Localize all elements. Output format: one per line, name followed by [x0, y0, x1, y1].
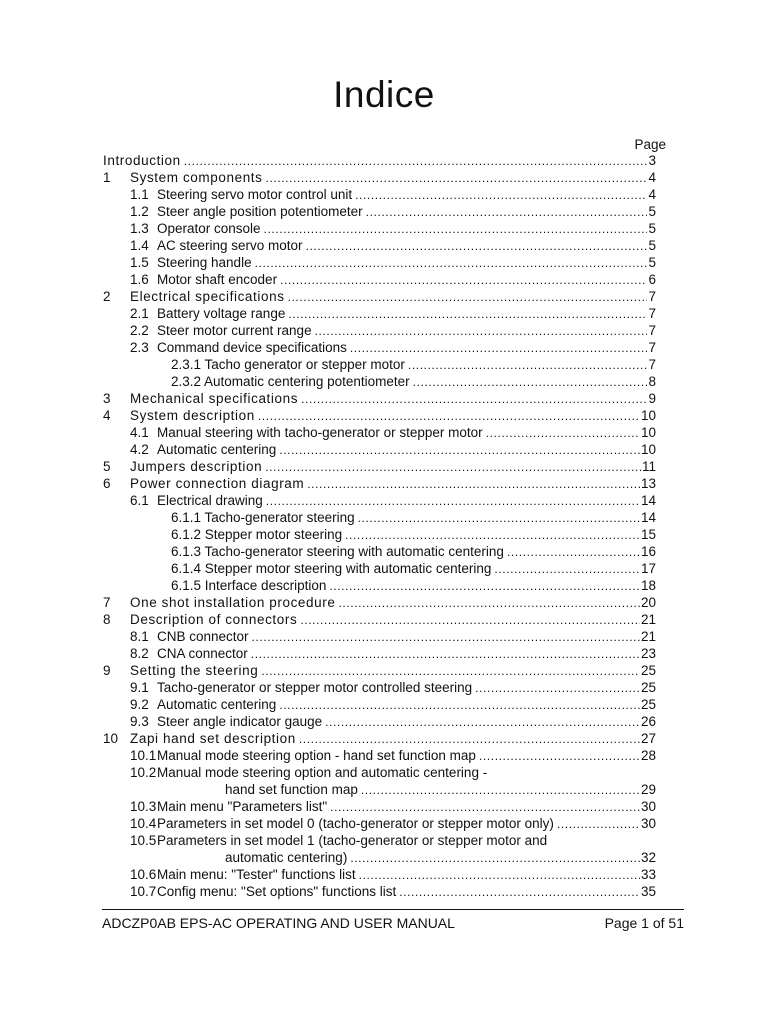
toc-entry-page: 9: [648, 391, 656, 406]
toc-entry-number: 10.2: [130, 765, 157, 780]
toc-entry-number: 8: [103, 612, 111, 627]
toc-entry-page: 18: [640, 578, 656, 593]
toc-entry-title: System components: [130, 170, 263, 185]
toc-entry-page: 29: [640, 782, 656, 797]
toc-entry-title: One shot installation procedure: [130, 595, 336, 610]
toc-entry-page: 6: [648, 272, 656, 287]
page-column-label: Page: [634, 137, 666, 152]
toc-entry[interactable]: [103, 679, 656, 696]
toc-entry[interactable]: [103, 407, 656, 424]
toc-entry-title: Manual mode steering option - hand set function map: [157, 748, 476, 763]
toc-entry[interactable]: [103, 322, 656, 339]
toc-entry-number: 1.5: [130, 255, 149, 270]
toc-entry-number: 4: [103, 408, 111, 423]
toc-leader-dots: [264, 220, 648, 237]
toc-entry-page: 7: [648, 340, 656, 355]
toc-entry-page: 26: [640, 714, 656, 729]
toc-entry-page: 25: [640, 680, 656, 695]
toc-leader-dots: [475, 679, 640, 696]
toc-entry-number: 1.4: [130, 238, 149, 253]
toc-entry[interactable]: [103, 560, 656, 577]
toc-leader-dots: [486, 424, 640, 441]
toc-entry-title: 2.3.1 Tacho generator or stepper motor: [171, 357, 405, 372]
toc-entry-title: Parameters in set model 0 (tacho-generator or stepper motor only): [157, 816, 554, 831]
toc-entry-page: 17: [640, 561, 656, 576]
toc-entry[interactable]: [103, 696, 656, 713]
toc-leader-dots: [399, 883, 640, 900]
toc-leader-dots: [361, 781, 640, 798]
toc-entry-title: Electrical drawing: [157, 493, 263, 508]
footer-divider: [102, 909, 684, 910]
toc-entry-title: Electrical specifications: [130, 289, 285, 304]
toc-entry-number: 5: [103, 459, 111, 474]
toc-entry-title: Steer motor current range: [157, 323, 312, 338]
toc-entry-number: 4.2: [130, 442, 149, 457]
toc-entry-page: 5: [648, 238, 656, 253]
footer-page-number: Page 1 of 51: [604, 915, 684, 931]
toc-leader-dots: [325, 713, 640, 730]
toc-entry-title: Command device specifications: [157, 340, 347, 355]
toc-entry-page: 8: [648, 374, 656, 389]
toc-entry-title: 6.1.1 Tacho-generator steering: [171, 510, 355, 525]
toc-entry-page: 5: [648, 221, 656, 236]
toc-leader-dots: [251, 645, 640, 662]
toc-entry-number: 2.2: [130, 323, 149, 338]
toc-entry[interactable]: [103, 288, 656, 305]
toc-entry-page: 30: [640, 816, 656, 831]
toc-entry[interactable]: [103, 271, 656, 288]
toc-leader-dots: [345, 526, 640, 543]
toc-entry[interactable]: [103, 305, 656, 322]
toc-entry-title: CNA connector: [157, 646, 248, 661]
toc-leader-dots: [494, 560, 640, 577]
toc-entry[interactable]: [103, 645, 656, 662]
toc-entry-number: 10.3: [130, 799, 157, 814]
toc-entry-number: 8.2: [130, 646, 149, 661]
toc-entry-page: 14: [640, 510, 656, 525]
toc-entry[interactable]: [103, 526, 656, 543]
toc-entry-number: 2: [103, 289, 111, 304]
toc-entry[interactable]: [103, 152, 656, 169]
toc-entry[interactable]: [103, 798, 656, 815]
toc-entry[interactable]: [103, 509, 656, 526]
toc-entry-page: 30: [640, 799, 656, 814]
toc-entry-number: 10.6: [130, 867, 157, 882]
toc-entry-title: 6.1.2 Stepper motor steering: [171, 527, 343, 542]
toc-entry[interactable]: [103, 781, 656, 798]
toc-entry-page: 14: [640, 493, 656, 508]
toc-leader-dots: [359, 866, 640, 883]
toc-entry[interactable]: [103, 373, 656, 390]
toc-entry-number: 3: [103, 391, 111, 406]
toc-leader-dots: [300, 611, 640, 628]
toc-entry[interactable]: [103, 390, 656, 407]
toc-leader-dots: [266, 492, 640, 509]
toc-leader-dots: [408, 356, 648, 373]
toc-entry-page: 25: [640, 697, 656, 712]
toc-entry-number: 9.2: [130, 697, 149, 712]
toc-entry[interactable]: [103, 713, 656, 730]
toc-entry-page: 23: [640, 646, 656, 661]
toc-leader-dots: [307, 475, 640, 492]
toc-entry-number: 6: [103, 476, 111, 491]
toc-leader-dots: [255, 254, 648, 271]
toc-entry[interactable]: [103, 594, 656, 611]
toc-entry-title: Power connection diagram: [130, 476, 305, 491]
toc-entry[interactable]: [103, 458, 656, 475]
toc-entry-number: 10.5: [130, 833, 157, 848]
toc-entry-title: Operator console: [157, 221, 261, 236]
toc-entry-title: Battery voltage range: [157, 306, 286, 321]
toc-entry-title: Manual mode steering option and automatic centering -: [157, 765, 488, 780]
toc-entry-number: 9: [103, 663, 111, 678]
toc-entry[interactable]: [103, 203, 656, 220]
toc-entry-page: 4: [648, 187, 656, 202]
toc-entry-title: automatic centering): [225, 850, 348, 865]
toc-leader-dots: [350, 339, 648, 356]
toc-entry[interactable]: [103, 475, 656, 492]
toc-entry[interactable]: [103, 866, 656, 883]
toc-entry-title: Tacho-generator or stepper motor controlled steering: [157, 680, 473, 695]
toc-entry-title: Steer angle position potentiometer: [157, 204, 363, 219]
toc-leader-dots: [265, 458, 641, 475]
toc-entry-page: 7: [648, 323, 656, 338]
toc-entry-title: Mechanical specifications: [130, 391, 299, 406]
toc-entry-page: 28: [640, 748, 656, 763]
toc-entry-number: 7: [103, 595, 111, 610]
toc-entry-title: 2.3.2 Automatic centering potentiometer: [171, 374, 410, 389]
toc-entry-page: 4: [648, 170, 656, 185]
toc-entry[interactable]: [103, 849, 656, 866]
toc-leader-dots: [288, 288, 648, 305]
toc-entry-title: Manual steering with tacho-generator or stepper motor: [157, 425, 483, 440]
toc-entry-page: 11: [641, 459, 656, 474]
toc-entry-title: 6.1.4 Stepper motor steering with automatic centering: [171, 561, 492, 576]
toc-leader-dots: [350, 849, 640, 866]
toc-entry-title: Parameters in set model 1 (tacho-generator or stepper motor and: [157, 833, 548, 848]
toc-entry-page: 21: [640, 629, 656, 644]
toc-leader-dots: [315, 322, 648, 339]
toc-entry-number: 2.3: [130, 340, 149, 355]
toc-leader-dots: [338, 594, 640, 611]
toc-entry[interactable]: [103, 356, 656, 373]
toc-leader-dots: [330, 798, 640, 815]
toc-entry-number: 6.1: [130, 493, 149, 508]
toc-entry-title: Config menu: "Set options" functions list: [157, 884, 397, 899]
toc-entry-title: Steer angle indicator gauge: [157, 714, 323, 729]
toc-leader-dots: [479, 747, 640, 764]
toc-entry-page: 25: [640, 663, 656, 678]
toc-leader-dots: [366, 203, 648, 220]
toc-entry-page: 27: [640, 731, 656, 746]
toc-entry-page: 20: [640, 595, 656, 610]
toc-entry-page: 33: [640, 867, 656, 882]
toc-entry[interactable]: [103, 339, 656, 356]
toc-entry-page: 10: [640, 425, 656, 440]
toc-entry-number: 1: [103, 170, 111, 185]
toc-entry-title: Motor shaft encoder: [157, 272, 278, 287]
toc-entry-page: 10: [640, 442, 656, 457]
toc-entry[interactable]: [103, 424, 656, 441]
toc-entry-title: Main menu "Parameters list": [157, 799, 328, 814]
toc-entry-number: 1.6: [130, 272, 149, 287]
toc-leader-dots: [557, 815, 640, 832]
toc-entry-title: Description of connectors: [130, 612, 298, 627]
toc-entry[interactable]: [103, 832, 656, 849]
toc-entry[interactable]: [103, 169, 656, 186]
toc-entry-page: 3: [648, 153, 656, 168]
toc-leader-dots: [329, 577, 640, 594]
toc-entry[interactable]: [103, 747, 656, 764]
toc-entry[interactable]: [103, 730, 656, 747]
toc-entry-title: Automatic centering: [157, 697, 277, 712]
toc-entry-number: 2.1: [130, 306, 149, 321]
toc-entry-title: Automatic centering: [157, 442, 277, 457]
toc-entry-number: 10.1: [130, 748, 157, 763]
toc-leader-dots: [252, 628, 640, 645]
toc-entry[interactable]: [103, 611, 656, 628]
toc-entry-number: 10.7: [130, 884, 157, 899]
toc-entry-number: 4.1: [130, 425, 149, 440]
toc-entry-number: 1.2: [130, 204, 149, 219]
document-title: Indice: [333, 74, 435, 115]
toc-entry[interactable]: [103, 883, 656, 900]
toc-entry-title: hand set function map: [225, 782, 358, 797]
toc-entry[interactable]: [103, 662, 656, 679]
toc-leader-dots: [184, 152, 648, 169]
toc-entry[interactable]: [103, 237, 656, 254]
toc-entry[interactable]: [103, 441, 656, 458]
toc-leader-dots: [279, 696, 640, 713]
toc-leader-dots: [280, 271, 647, 288]
footer-document-name: ADCZP0AB EPS-AC OPERATING AND USER MANUAL: [102, 915, 455, 931]
toc-entry-page: 10: [640, 408, 656, 423]
toc-leader-dots: [507, 543, 640, 560]
toc-entry-page: 7: [648, 306, 656, 321]
toc-entry-page: 5: [648, 204, 656, 219]
toc-entry-title: Main menu: "Tester" functions list: [157, 867, 356, 882]
toc-entry-title: Zapi hand set description: [130, 731, 296, 746]
toc-entry-title: Jumpers description: [130, 459, 263, 474]
toc-entry[interactable]: [103, 492, 656, 509]
toc-entry[interactable]: [103, 628, 656, 645]
toc-leader-dots: [258, 407, 640, 424]
toc-entry-number: 9.1: [130, 680, 149, 695]
toc-entry-title: 6.1.3 Tacho-generator steering with automatic centering: [171, 544, 504, 559]
toc-entry-title: System description: [130, 408, 255, 423]
toc-entry-page: 15: [640, 527, 656, 542]
toc-entry-number: 8.1: [130, 629, 149, 644]
toc-entry-number: 1.1: [130, 187, 149, 202]
toc-entry-number: 1.3: [130, 221, 149, 236]
toc-entry[interactable]: [103, 254, 656, 271]
toc-entry[interactable]: [103, 577, 656, 594]
toc-entry-number: 9.3: [130, 714, 149, 729]
toc-entry-page: 32: [640, 850, 656, 865]
toc-leader-dots: [288, 305, 647, 322]
toc-entry-page: 35: [640, 884, 656, 899]
toc-leader-dots: [261, 662, 640, 679]
toc-entry-title: Steering servo motor control unit: [157, 187, 353, 202]
toc-entry-title: Setting the steering: [130, 663, 259, 678]
toc-entry[interactable]: [103, 815, 656, 832]
table-of-contents: [103, 152, 656, 900]
toc-entry-page: 7: [648, 289, 656, 304]
toc-leader-dots: [413, 373, 648, 390]
toc-entry-page: 21: [640, 612, 656, 627]
toc-entry-title: CNB connector: [157, 629, 249, 644]
toc-entry[interactable]: [103, 543, 656, 560]
toc-entry-title: Steering handle: [157, 255, 252, 270]
toc-leader-dots: [301, 390, 647, 407]
toc-entry-title: 6.1.5 Interface description: [171, 578, 327, 593]
toc-entry[interactable]: [103, 220, 656, 237]
toc-entry-number: 10.4: [130, 816, 157, 831]
toc-entry-page: 5: [648, 255, 656, 270]
toc-entry-page: 16: [640, 544, 656, 559]
toc-leader-dots: [266, 169, 648, 186]
toc-entry-page: 7: [648, 357, 656, 372]
toc-leader-dots: [299, 730, 640, 747]
toc-leader-dots: [306, 237, 648, 254]
toc-entry-title: AC steering servo motor: [157, 238, 303, 253]
toc-entry-page: 13: [640, 476, 656, 491]
toc-leader-dots: [355, 186, 647, 203]
toc-entry[interactable]: [103, 764, 656, 781]
toc-entry[interactable]: [103, 186, 656, 203]
toc-entry-number: 10: [103, 731, 119, 746]
toc-leader-dots: [279, 441, 640, 458]
toc-leader-dots: [358, 509, 640, 526]
toc-entry-title: Introduction: [103, 153, 181, 168]
